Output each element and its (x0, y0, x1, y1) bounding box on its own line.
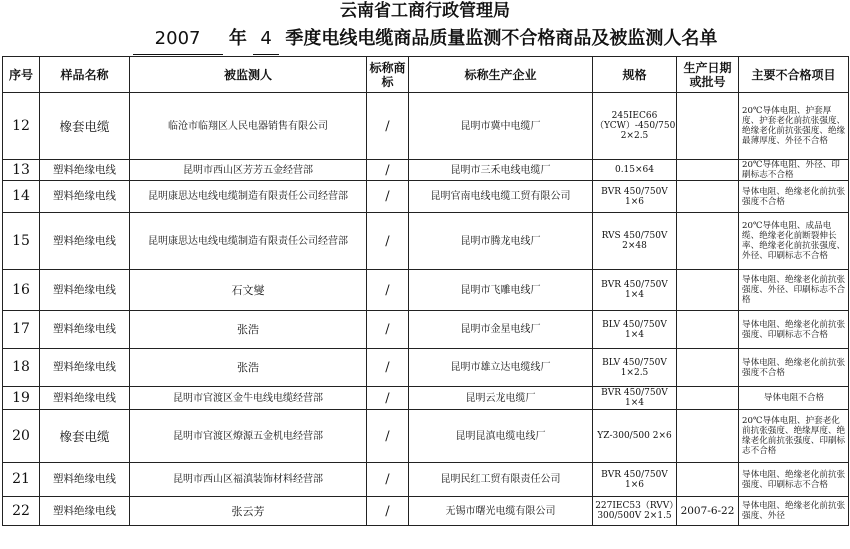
cell-manufacturer: 昆明市腾龙电线厂 (409, 213, 593, 270)
table-row (3, 181, 849, 213)
document-title: 云南省工商行政管理局 (340, 1, 510, 21)
cell-seq: 21 (3, 463, 40, 497)
cell-manufacturer: 昆明市雄立达电缆线厂 (409, 349, 593, 387)
cell-sample-name: 塑料绝缘电线 (40, 463, 130, 497)
cell-subject: 张云芳 (130, 497, 367, 526)
cell-spec: BVR 450/750V 1×6 (593, 463, 677, 497)
cell-date (677, 160, 739, 181)
cell-seq: 16 (3, 270, 40, 311)
cell-brand: / (367, 387, 409, 410)
cell-manufacturer: 昆明市三禾电线电缆厂 (409, 160, 593, 181)
cell-subject: 张浩 (130, 349, 367, 387)
cell-date (677, 270, 739, 311)
cell-spec: 227IEC53（RVV）300/500V 2×1.5 (593, 497, 677, 526)
cell-subject: 石文燮 (130, 270, 367, 311)
cell-subject: 昆明市官渡区金牛电线电缆经营部 (130, 387, 367, 410)
cell-failed-items: 20℃导体电阻、外径、印刷标志不合格 (739, 160, 849, 181)
cell-seq: 13 (3, 160, 40, 181)
cell-brand: / (367, 181, 409, 213)
table-row (3, 213, 849, 270)
cell-failed-items: 20℃导体电阻、成品电缆、绝缘老化前断裂伸长率、绝缘老化前抗张强度、外径、印刷标志不合格 (739, 213, 849, 270)
header-sample-name: 样品名称 (40, 57, 130, 93)
cell-brand: / (367, 93, 409, 160)
failed-products-table (2, 56, 849, 526)
cell-spec: BLV 450/750V 1×2.5 (593, 349, 677, 387)
cell-subject: 张浩 (130, 311, 367, 349)
cell-subject: 昆明市西山区芳芳五金经营部 (130, 160, 367, 181)
cell-failed-items: 20℃导体电阻、护套厚度、护套老化前抗张强度、绝缘老化前抗张强度、绝缘最薄厚度、外径不合格 (739, 93, 849, 160)
document-subtitle (0, 24, 850, 54)
table-row (3, 387, 849, 410)
cell-sample-name: 塑料绝缘电线 (40, 311, 130, 349)
cell-sample-name: 塑料绝缘电线 (40, 349, 130, 387)
cell-brand: / (367, 497, 409, 526)
cell-manufacturer: 昆明云龙电缆厂 (409, 387, 593, 410)
cell-date (677, 387, 739, 410)
year-suffix: 年 (228, 28, 247, 49)
cell-sample-name: 塑料绝缘电线 (40, 387, 130, 410)
cell-date (677, 349, 739, 387)
subtitle-text: 季度电线电缆商品质量监测不合格商品及被监测人名单 (285, 28, 718, 49)
header-spec: 规格 (593, 57, 677, 93)
header-seq: 序号 (3, 57, 40, 93)
cell-brand: / (367, 463, 409, 497)
cell-spec: BLV 450/750V 1×4 (593, 311, 677, 349)
header-subject: 被监测人 (130, 57, 367, 93)
cell-brand: / (367, 213, 409, 270)
table-row (3, 410, 849, 463)
cell-failed-items: 导体电阻、绝缘老化前抗张强度不合格 (739, 181, 849, 213)
cell-spec: BVR 450/750V 1×4 (593, 270, 677, 311)
quarter-field: 4 (253, 24, 279, 55)
table-row (3, 93, 849, 160)
cell-sample-name: 橡套电缆 (40, 93, 130, 160)
cell-manufacturer: 昆明昆滇电缆电线厂 (409, 410, 593, 463)
cell-manufacturer: 无锡市曙光电缆有限公司 (409, 497, 593, 526)
cell-date (677, 93, 739, 160)
cell-date (677, 213, 739, 270)
cell-seq: 20 (3, 410, 40, 463)
cell-failed-items: 导体电阻、绝缘老化前抗张强度、印刷标志不合格 (739, 311, 849, 349)
table-row (3, 463, 849, 497)
cell-brand: / (367, 349, 409, 387)
cell-failed-items: 导体电阻、绝缘老化前抗张强度、印刷标志不合格 (739, 463, 849, 497)
cell-seq: 18 (3, 349, 40, 387)
cell-failed-items: 导体电阻、绝缘老化前抗张强度不合格 (739, 349, 849, 387)
cell-sample-name: 塑料绝缘电线 (40, 213, 130, 270)
table-row (3, 497, 849, 526)
cell-date (677, 463, 739, 497)
cell-seq: 15 (3, 213, 40, 270)
cell-brand: / (367, 270, 409, 311)
cell-spec: YZ-300/500 2×6 (593, 410, 677, 463)
cell-manufacturer: 昆明市冀中电缆厂 (409, 93, 593, 160)
cell-spec: RVS 450/750V 2×48 (593, 213, 677, 270)
cell-sample-name: 塑料绝缘电线 (40, 270, 130, 311)
table-row (3, 160, 849, 181)
cell-failed-items: 导体电阻不合格 (739, 387, 849, 410)
cell-seq: 12 (3, 93, 40, 160)
cell-brand: / (367, 311, 409, 349)
cell-sample-name: 塑料绝缘电线 (40, 497, 130, 526)
cell-failed-items: 导体电阻、绝缘老化前抗张强度、外径 (739, 497, 849, 526)
cell-date: 2007-6-22 (677, 497, 739, 526)
cell-seq: 14 (3, 181, 40, 213)
cell-date (677, 311, 739, 349)
cell-manufacturer: 昆明官南电线电缆工贸有限公司 (409, 181, 593, 213)
cell-failed-items: 导体电阻、绝缘老化前抗张强度、外径、印刷标志不合格 (739, 270, 849, 311)
cell-failed-items: 20℃导体电阻、护套老化前抗张强度、绝缘厚度、绝缘老化前抗张强度、印刷标志不合格 (739, 410, 849, 463)
table-row (3, 270, 849, 311)
cell-spec: 0.15×64 (593, 160, 677, 181)
cell-spec: BVR 450/750V 1×6 (593, 181, 677, 213)
cell-spec: 245IEC66（YCW）-450/750 2×2.5 (593, 93, 677, 160)
table-row (3, 311, 849, 349)
header-date: 生产日期或批号 (677, 57, 739, 93)
header-brand: 标称商标 (367, 57, 409, 93)
cell-manufacturer: 昆明民红工贸有限责任公司 (409, 463, 593, 497)
cell-seq: 19 (3, 387, 40, 410)
table-row (3, 349, 849, 387)
cell-seq: 17 (3, 311, 40, 349)
cell-seq: 22 (3, 497, 40, 526)
cell-brand: / (367, 410, 409, 463)
cell-subject: 昆明市官渡区燎源五金机电经营部 (130, 410, 367, 463)
cell-subject: 昆明康思达电线电缆制造有限责任公司经营部 (130, 181, 367, 213)
cell-manufacturer: 昆明市金星电线厂 (409, 311, 593, 349)
cell-manufacturer: 昆明市飞雕电线厂 (409, 270, 593, 311)
cell-sample-name: 塑料绝缘电线 (40, 181, 130, 213)
cell-subject: 临沧市临翔区人民电器销售有限公司 (130, 93, 367, 160)
cell-subject: 昆明康思达电线电缆制造有限责任公司经营部 (130, 213, 367, 270)
cell-date (677, 181, 739, 213)
cell-date (677, 410, 739, 463)
header-failed-items: 主要不合格项目 (739, 57, 849, 93)
cell-sample-name: 橡套电缆 (40, 410, 130, 463)
year-field: 2007 (133, 24, 223, 55)
cell-spec: BVR 450/750V 1×4 (593, 387, 677, 410)
cell-sample-name: 塑料绝缘电线 (40, 160, 130, 181)
header-manufacturer: 标称生产企业 (409, 57, 593, 93)
table-header-row (3, 57, 849, 93)
cell-brand: / (367, 160, 409, 181)
cell-subject: 昆明市西山区福滇装饰材料经营部 (130, 463, 367, 497)
